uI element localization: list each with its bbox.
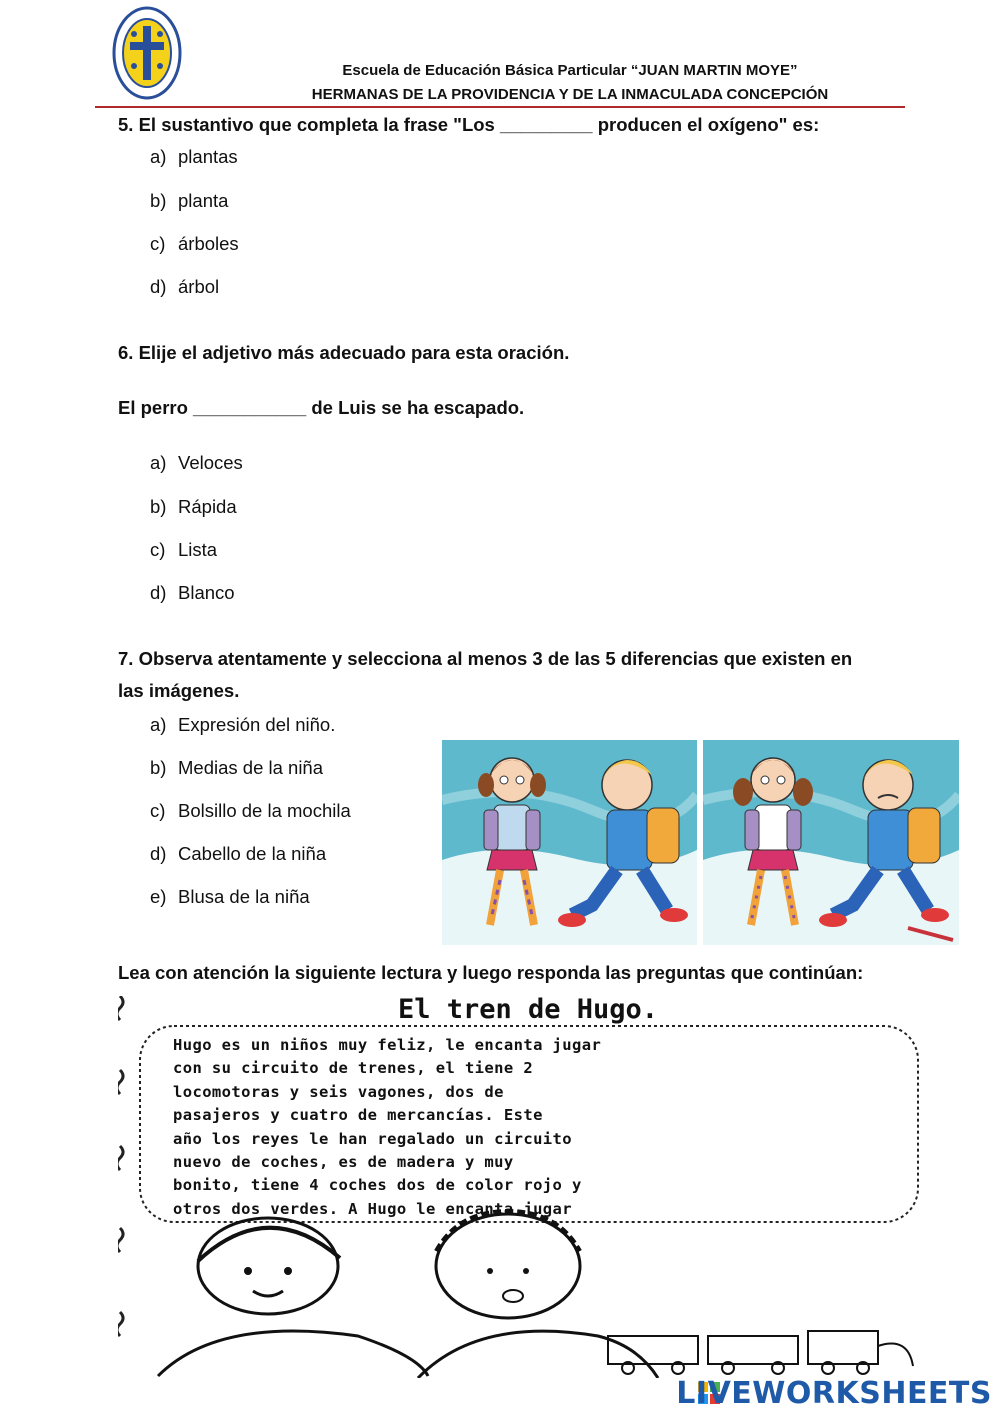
option-text: plantas: [178, 146, 238, 167]
option-text: planta: [178, 190, 229, 211]
q7-option-e[interactable]: [150, 886, 310, 908]
option-text: Rápida: [178, 496, 237, 517]
reading-card: [118, 996, 938, 1378]
q6-option-b[interactable]: [150, 496, 237, 518]
q7-option-d[interactable]: [150, 843, 326, 865]
option-letter: b): [150, 757, 167, 778]
reading-line: otros dos verdes. A Hugo le encanta jugar: [173, 1199, 573, 1218]
q6-option-c[interactable]: [150, 539, 217, 561]
option-letter: a): [150, 452, 167, 473]
question-7-line1: 7. Observa atentamente y selecciona al menos 3 de las 5 diferencias que existen en: [118, 648, 853, 669]
option-text: árboles: [178, 233, 239, 254]
congregation-name: HERMANAS DE LA PROVIDENCIA Y DE LA INMACULADA CONCEPCIÓN: [311, 86, 829, 103]
reading-line: nuevo de coches, es de madera y muy: [173, 1153, 514, 1172]
liveworksheets-brand[interactable]: LIVEWORKSHEETS: [676, 1376, 992, 1411]
option-text: Cabello de la niña: [178, 843, 327, 864]
reading-line: Hugo es un niños muy feliz, le encanta jugar: [173, 1036, 602, 1054]
option-letter: c): [150, 233, 166, 254]
q5-option-b[interactable]: [150, 190, 228, 212]
reading-line: con su circuito de trenes, el tiene 2: [173, 1059, 534, 1078]
q5-option-d[interactable]: [150, 276, 219, 298]
q7-option-a[interactable]: [150, 714, 335, 736]
reading-instructions: Lea con atención la siguiente lectura y luego responda las preguntas que continúan:: [118, 962, 864, 983]
question-6: 6. Elije el adjetivo más adecuado para esta oración.: [118, 342, 570, 363]
q5-option-c[interactable]: [150, 233, 239, 255]
reading-title: El tren de Hugo.: [397, 994, 659, 1025]
option-text: Blanco: [178, 582, 235, 603]
option-letter: c): [150, 539, 166, 560]
question-7-line2: las imágenes.: [118, 680, 240, 701]
q6-option-d[interactable]: [150, 582, 235, 604]
q6-option-a[interactable]: [150, 452, 243, 474]
option-text: Medias de la niña: [178, 757, 324, 778]
q7-option-c[interactable]: [150, 800, 351, 822]
school-name: Escuela de Educación Básica Particular “JUAN MARTIN MOYE”: [342, 62, 798, 79]
header-divider: [95, 106, 905, 108]
q7-option-b[interactable]: [150, 757, 323, 779]
reading-text: [173, 1034, 893, 1221]
option-letter: b): [150, 496, 167, 517]
option-text: Bolsillo de la mochila: [178, 800, 351, 821]
differences-picture-right: [703, 740, 959, 945]
differences-picture-left: [442, 740, 697, 945]
option-letter: e): [150, 886, 167, 907]
reading-line: pasajeros y cuatro de mercancías. Este: [173, 1106, 543, 1125]
question-6-sentence: El perro ___________ de Luis se ha escapado.: [118, 397, 525, 418]
option-letter: d): [150, 276, 167, 297]
option-text: Lista: [178, 539, 218, 560]
option-text: Blusa de la niña: [178, 886, 310, 907]
option-letter: c): [150, 800, 166, 821]
option-letter: a): [150, 714, 167, 735]
q5-option-a[interactable]: [150, 146, 238, 168]
reading-line: locomotoras y seis vagones, dos de: [173, 1082, 504, 1101]
option-letter: d): [150, 582, 167, 603]
reading-line: año los reyes le han regalado un circuito: [173, 1129, 573, 1148]
option-letter: b): [150, 190, 167, 211]
option-letter: d): [150, 843, 167, 864]
option-text: árbol: [178, 276, 220, 297]
option-letter: a): [150, 146, 167, 167]
reading-line: bonito, tiene 4 coches dos de color rojo y: [173, 1176, 582, 1195]
question-5: 5. El sustantivo que completa la frase "Los _________ producen el oxígeno" es:: [118, 114, 820, 135]
option-text: Veloces: [178, 452, 243, 473]
option-text: Expresión del niño.: [178, 714, 336, 735]
